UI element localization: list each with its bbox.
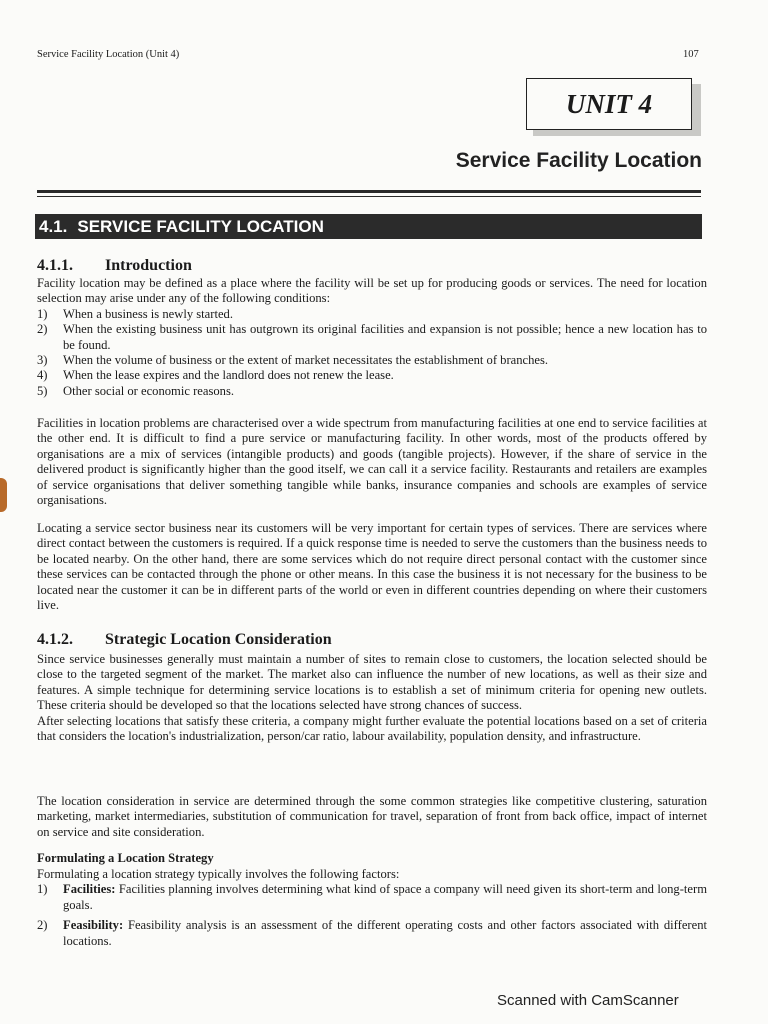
conditions-list	[37, 307, 707, 399]
list-marker: 4)	[37, 368, 48, 383]
list-item-text: When the existing business unit has outgrown its original facilities and expansion is not possible; hence a new location has to be found.	[63, 322, 707, 352]
paragraph-text: Since service businesses generally must maintain a number of sites to remain close to customers, the location selected should be close to the targeted segment of the market. The market also can influence the number of new locations, as well as their size and features. A simple technique for determining service locations is to establish a set of minimum criteria for opening new outlets. These criteria should be developed so that the locations selected have strong chances of success.	[37, 652, 707, 713]
paragraph-text: After selecting locations that satisfy these criteria, a company might further evaluate the potential locations based on a set of criteria that considers the location's industrialization, person/car ratio, labour availability, population density, and infrastructure.	[37, 713, 707, 744]
title-rule	[37, 190, 701, 193]
list-item-text: When the volume of business or the extent of market necessitates the establishment of branches.	[63, 353, 549, 368]
paragraph-text: The location consideration in service are determined through the some common strategies like competitive clustering, saturation marketing, market intermediaries, substitution of communication for travel, separation of front from back office, impact of internet on service and site consideration.	[37, 794, 707, 839]
list-item	[37, 368, 707, 383]
list-item-text: Feasibility analysis is an assessment of the different operating costs and other factors associated with different locations.	[63, 918, 707, 948]
factors-list	[37, 882, 707, 949]
paragraph-text: Locating a service sector business near its customers will be very important for certain types of services. There are services where direct contact between the customers is required. If a quick response time is needed to serve the customers than the business needs to be located nearby. On the other hand, there are some services which do not require direct personal contact with the customer since these services can be contacted through the phone or other means. In this case the business it is not necessary for the business to be located near the customer it can be in different parts of the world or even in different countries depending on where their customers live.	[37, 521, 707, 613]
list-item	[37, 353, 707, 368]
list-item-text: When a business is newly started.	[63, 306, 233, 321]
list-marker: 2)	[37, 322, 48, 337]
factor-term: Facilities:	[63, 882, 116, 897]
strategic-block	[37, 652, 707, 744]
intro-block	[37, 276, 707, 399]
list-marker: 3)	[37, 353, 48, 368]
page-number: 107	[683, 49, 699, 60]
running-head: Service Facility Location (Unit 4)	[37, 49, 180, 60]
strategic-paragraph-3	[37, 794, 707, 840]
title-rule-thin	[37, 196, 701, 197]
binding-edge	[0, 478, 7, 512]
intro-paragraph-3	[37, 521, 707, 613]
formulating-block	[37, 867, 707, 949]
formulating-heading: Formulating a Location Strategy	[37, 851, 214, 865]
intro-heading	[37, 257, 192, 275]
list-item	[37, 322, 707, 353]
list-marker: 2)	[37, 918, 48, 933]
intro-paragraph-2	[37, 416, 707, 508]
strategic-heading	[37, 631, 332, 649]
list-marker: 1)	[37, 882, 48, 897]
intro-title: Introduction	[105, 257, 192, 274]
strategic-title: Strategic Location Consideration	[105, 631, 332, 648]
intro-number: 4.1.1.	[37, 257, 73, 274]
list-item	[37, 918, 707, 949]
list-item	[37, 384, 707, 399]
list-item	[37, 882, 707, 913]
intro-lead: Facility location may be defined as a place where the facility will be set up for producing goods or services. The need for location selection may arise under any of the following conditions:	[37, 276, 707, 306]
unit-label: UNIT 4	[526, 78, 692, 130]
formulating-lead: Formulating a location strategy typically involves the following factors:	[37, 867, 400, 881]
strategic-number: 4.1.2.	[37, 631, 73, 648]
paragraph-text: Facilities in location problems are characterised over a wide spectrum from manufacturing facilities at one end to service facilities at the other end. It is difficult to find a pure service or manufacturing facility. In other words, most of the products offered by organisations are a mix of services (intangible products) and goods (tangible projects). However, if the share of service in the delivered product is significantly higher than the good itself, we can call it a service facility. Restaurants and retailers are examples of service organisations that deliver something tangible while banks, insurance companies and schools are examples of service organisations.	[37, 416, 707, 508]
list-item-text: Facilities planning involves determining what kind of space a company will need given its short-term and long-term goals.	[63, 882, 707, 912]
section-title: SERVICE FACILITY LOCATION	[77, 216, 324, 236]
section-number: 4.1.	[39, 216, 68, 236]
list-marker: 5)	[37, 383, 48, 398]
factor-term: Feasibility:	[63, 918, 124, 933]
list-marker: 1)	[37, 306, 48, 321]
chapter-title: Service Facility Location	[455, 149, 702, 172]
list-item-text: Other social or economic reasons.	[63, 383, 235, 398]
scanner-watermark: Scanned with CamScanner	[497, 992, 679, 1009]
section-heading	[35, 214, 702, 239]
list-item	[37, 307, 707, 322]
list-item-text: When the lease expires and the landlord does not renew the lease.	[63, 368, 394, 383]
